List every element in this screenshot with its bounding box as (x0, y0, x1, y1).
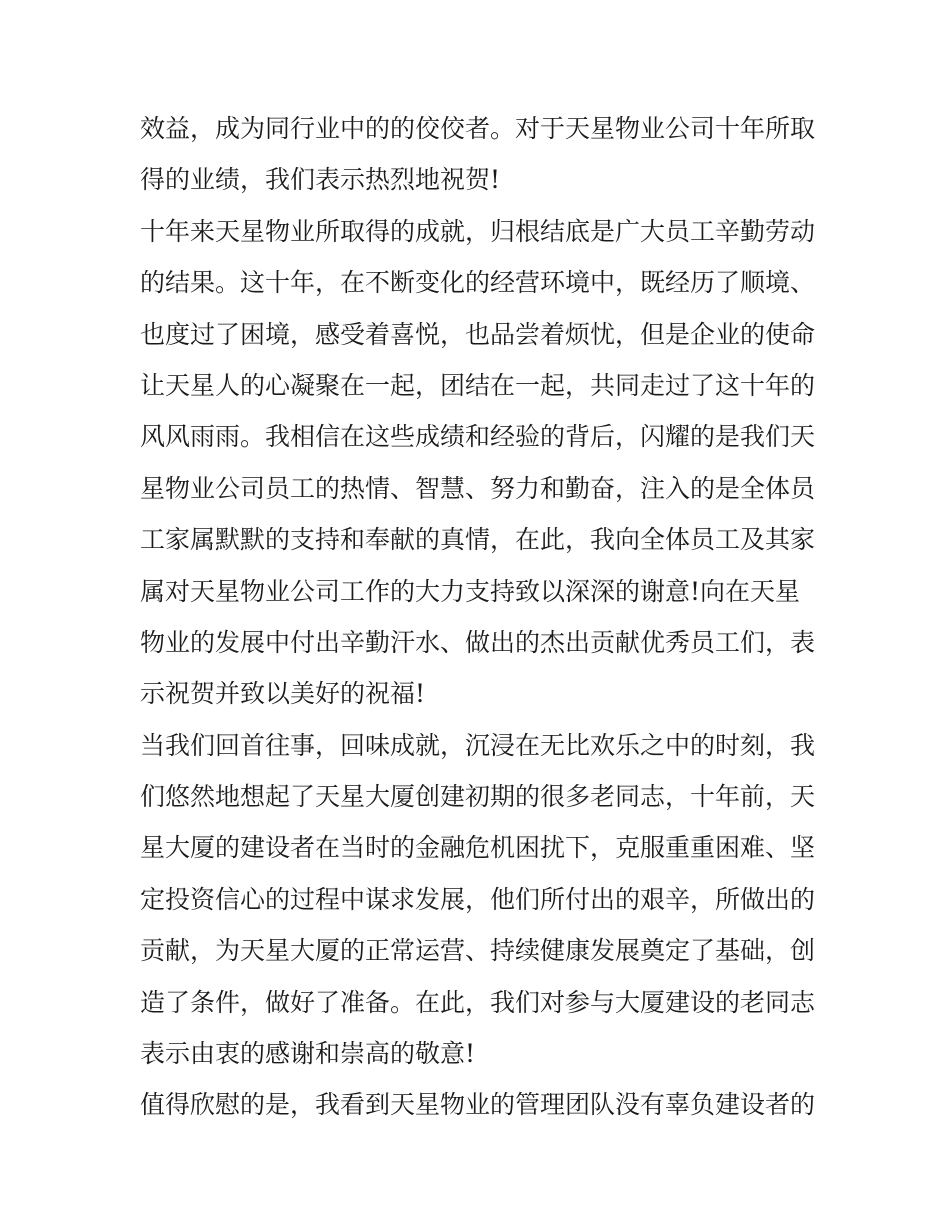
body-text (140, 103, 815, 1131)
text-line: 的结果。这十年，在不断变化的经营环境中，既经历了顺境、 (140, 268, 816, 298)
text-line: 定投资信心的过程中谋求发展，他们所付出的艰辛，所做出的 (140, 884, 816, 914)
text-line: 效益，成为同行业中的的佼佼者。对于天星物业公司十年所取 (140, 114, 816, 143)
text-line: 值得欣慰的是，我看到天星物业的管理团队没有辜负建设者的 (140, 1090, 816, 1120)
text-line: 风风雨雨。我相信在这些成绩和经验的背后，闪耀的是我们天 (140, 422, 816, 452)
text-line: 让天星人的心凝聚在一起，团结在一起，共同走过了这十年的 (140, 370, 816, 400)
text-line: 十年来天星物业所取得的成就，归根结底是广大员工辛勤劳动 (140, 216, 816, 246)
text-line: 造了条件，做好了准备。在此，我们对参与大厦建设的老同志 (140, 987, 816, 1017)
text-line: 得的业绩，我们表示热烈地祝贺! (140, 165, 501, 195)
text-line: 当我们回首往事，回味成就，沉浸在无比欢乐之中的时刻，我 (140, 730, 816, 760)
text-line: 也度过了困境，感受着喜悦，也品尝着烦忧，但是企业的使命 (140, 319, 816, 349)
text-line: 工家属默默的支持和奉献的真情，在此，我向全体员工及其家 (140, 525, 816, 555)
text-line: 物业的发展中付出辛勤汗水、做出的杰出贡献优秀员工们，表 (140, 627, 816, 657)
text-line: 星物业公司员工的热情、智慧、努力和勤奋，注入的是全体员 (140, 473, 816, 503)
text-line: 表示由衷的感谢和崇高的敬意! (140, 1039, 476, 1069)
text-line: 星大厦的建设者在当时的金融危机困扰下，克服重重困难、坚 (140, 833, 816, 863)
text-line: 属对天星物业公司工作的大力支持致以深深的谢意!向在天星 (140, 576, 801, 606)
text-line: 贡献，为天星大厦的正常运营、持续健康发展奠定了基础，创 (140, 936, 816, 966)
text-line: 们悠然地想起了天星大厦创建初期的很多老同志，十年前，天 (140, 782, 816, 812)
text-line: 示祝贺并致以美好的祝福! (140, 679, 426, 709)
